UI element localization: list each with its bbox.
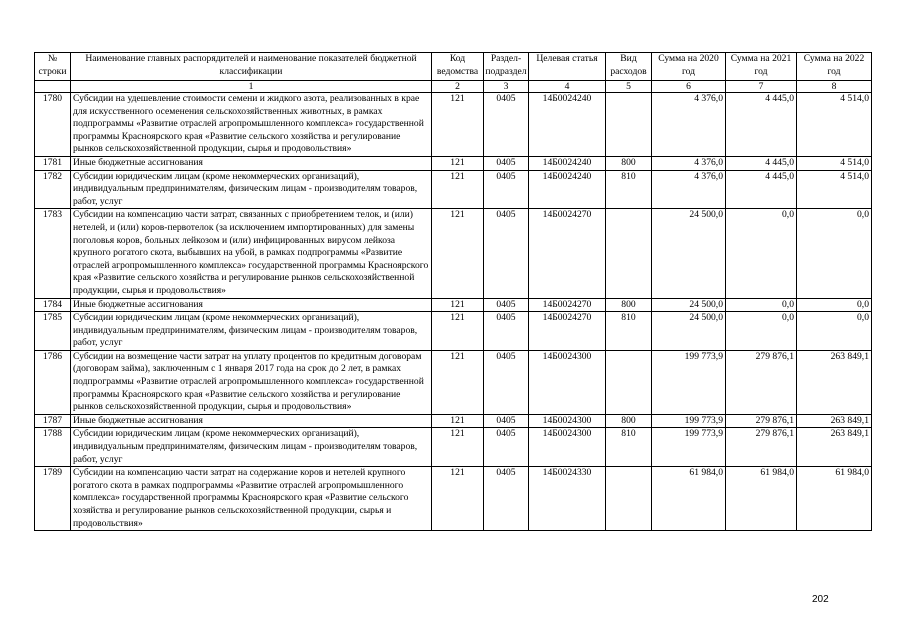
row-dept-code: 121 — [432, 170, 484, 209]
row-sum-2022: 0,0 — [797, 209, 872, 298]
table-row — [35, 467, 872, 531]
header-row — [35, 53, 872, 81]
row-sum-2021: 279 876,1 — [726, 428, 797, 467]
row-number: 1784 — [35, 298, 71, 312]
row-expense-type — [606, 209, 652, 298]
row-sum-2020: 61 984,0 — [652, 467, 726, 531]
row-number: 1782 — [35, 170, 71, 209]
row-sum-2020: 199 773,9 — [652, 350, 726, 414]
column-number: 5 — [606, 81, 652, 93]
row-name: Иные бюджетные ассигнования — [71, 156, 432, 170]
header-sum-2020: Сумма на 2020 год — [652, 53, 726, 81]
row-target: 14Б0024300 — [529, 350, 606, 414]
row-dept-code: 121 — [432, 209, 484, 298]
row-number: 1781 — [35, 156, 71, 170]
row-target: 14Б0024240 — [529, 93, 606, 157]
row-number: 1787 — [35, 414, 71, 428]
row-sum-2020: 24 500,0 — [652, 298, 726, 312]
row-sum-2021: 4 445,0 — [726, 93, 797, 157]
row-name: Субсидии на возмещение части затрат на уплату процентов по кредитным договорам (договорам займа), заключенным с 1 января 2017 года на срок до 2 лет, в рамках подпрограммы «Развитие отраслей агропромышленного комплекса» государственной программы Красноярского края «Развитие сельского хозяйства и регулирование рынков сельскохозяйственной продукции, сырья и продовольствия» — [71, 350, 432, 414]
row-dept-code: 121 — [432, 350, 484, 414]
row-section: 0405 — [484, 170, 529, 209]
row-number: 1786 — [35, 350, 71, 414]
row-sum-2020: 4 376,0 — [652, 93, 726, 157]
row-dept-code: 121 — [432, 312, 484, 351]
row-sum-2020: 4 376,0 — [652, 170, 726, 209]
table-row — [35, 298, 872, 312]
column-number: 3 — [484, 81, 529, 93]
row-target: 14Б0024270 — [529, 312, 606, 351]
header-sum-2022: Сумма на 2022 год — [797, 53, 872, 81]
row-section: 0405 — [484, 93, 529, 157]
row-expense-type: 810 — [606, 312, 652, 351]
row-sum-2022: 0,0 — [797, 298, 872, 312]
column-number: 7 — [726, 81, 797, 93]
row-number: 1783 — [35, 209, 71, 298]
row-dept-code: 121 — [432, 93, 484, 157]
table-row — [35, 209, 872, 298]
row-target: 14Б0024270 — [529, 209, 606, 298]
row-sum-2022: 263 849,1 — [797, 428, 872, 467]
row-sum-2020: 4 376,0 — [652, 156, 726, 170]
row-expense-type: 800 — [606, 298, 652, 312]
table-body — [35, 93, 872, 531]
row-sum-2022: 4 514,0 — [797, 170, 872, 209]
column-number: 4 — [529, 81, 606, 93]
row-name: Иные бюджетные ассигнования — [71, 414, 432, 428]
row-expense-type: 800 — [606, 156, 652, 170]
table-row — [35, 312, 872, 351]
header-section: Раздел-подраздел — [484, 53, 529, 81]
row-sum-2022: 4 514,0 — [797, 156, 872, 170]
row-dept-code: 121 — [432, 298, 484, 312]
table-row — [35, 93, 872, 157]
table-row — [35, 414, 872, 428]
row-name: Субсидии на компенсацию части затрат, связанных с приобретением телок, и (или) нетелей, и (или) коров-первотелок (за исключением импортированных) для замены поголовья коров, больных лейкозом и (или) инфицированных вирусом лейкоза крупного рогатого скота, выбывших на убой, в рамках подпрограммы «Развитие отраслей агропромышленного комплекса» государственной программы Красноярского края «Развитие сельского хозяйства и регулирование рынков сельскохозяйственной продукции, сырья и продовольствия» — [71, 209, 432, 298]
row-name: Субсидии на компенсацию части затрат на содержание коров и нетелей крупного рогатого скота в рамках подпрограммы «Развитие отраслей агропромышленного комплекса» государственной программы Красноярского края «Развитие сельского хозяйства и регулирование рынков сельскохозяйственной продукции, сырья и продовольствия» — [71, 467, 432, 531]
row-sum-2021: 0,0 — [726, 312, 797, 351]
row-number: 1788 — [35, 428, 71, 467]
budget-table — [34, 52, 872, 531]
table-row — [35, 428, 872, 467]
row-target: 14Б0024240 — [529, 170, 606, 209]
row-expense-type: 810 — [606, 428, 652, 467]
row-sum-2020: 199 773,9 — [652, 414, 726, 428]
column-number — [35, 81, 71, 93]
header-name: Наименование главных распорядителей и наименование показателей бюджетной классификации — [71, 53, 432, 81]
row-section: 0405 — [484, 156, 529, 170]
row-sum-2020: 24 500,0 — [652, 312, 726, 351]
page-number: 202 — [812, 594, 829, 605]
row-section: 0405 — [484, 209, 529, 298]
row-name: Субсидии юридическим лицам (кроме некоммерческих организаций), индивидуальным предпринимателям, физическим лицам - производителям товаров, работ, услуг — [71, 428, 432, 467]
column-number: 6 — [652, 81, 726, 93]
row-section: 0405 — [484, 467, 529, 531]
row-sum-2021: 61 984,0 — [726, 467, 797, 531]
row-dept-code: 121 — [432, 428, 484, 467]
row-dept-code: 121 — [432, 467, 484, 531]
row-sum-2021: 279 876,1 — [726, 350, 797, 414]
row-number: 1789 — [35, 467, 71, 531]
row-section: 0405 — [484, 428, 529, 467]
header-type: Вид расходов — [606, 53, 652, 81]
row-sum-2022: 0,0 — [797, 312, 872, 351]
row-target: 14Б0024240 — [529, 156, 606, 170]
row-expense-type — [606, 350, 652, 414]
header-sum-2021: Сумма на 2021 год — [726, 53, 797, 81]
row-sum-2022: 4 514,0 — [797, 93, 872, 157]
row-dept-code: 121 — [432, 414, 484, 428]
table-row — [35, 350, 872, 414]
row-sum-2021: 0,0 — [726, 209, 797, 298]
row-target: 14Б0024270 — [529, 298, 606, 312]
row-expense-type: 810 — [606, 170, 652, 209]
row-name: Субсидии на удешевление стоимости семени и жидкого азота, реализованных в крае для искусственного осеменения сельскохозяйственных животных, в рамках подпрограммы «Развитие отраслей агропромышленного комплекса» государственной программы Красноярского края «Развитие сельского хозяйства и регулирование рынков сельскохозяйственной продукции, сырья и продовольствия» — [71, 93, 432, 157]
row-sum-2021: 0,0 — [726, 298, 797, 312]
row-name: Иные бюджетные ассигнования — [71, 298, 432, 312]
row-sum-2021: 4 445,0 — [726, 170, 797, 209]
table-row — [35, 170, 872, 209]
row-section: 0405 — [484, 312, 529, 351]
header-target: Целевая статья — [529, 53, 606, 81]
row-sum-2021: 4 445,0 — [726, 156, 797, 170]
row-sum-2020: 24 500,0 — [652, 209, 726, 298]
row-dept-code: 121 — [432, 156, 484, 170]
row-name: Субсидии юридическим лицам (кроме некоммерческих организаций), индивидуальным предпринимателям, физическим лицам - производителям товаров, работ, услуг — [71, 170, 432, 209]
row-section: 0405 — [484, 414, 529, 428]
column-number: 2 — [432, 81, 484, 93]
row-section: 0405 — [484, 298, 529, 312]
row-name: Субсидии юридическим лицам (кроме некоммерческих организаций), индивидуальным предпринимателям, физическим лицам - производителям товаров, работ, услуг — [71, 312, 432, 351]
row-sum-2022: 61 984,0 — [797, 467, 872, 531]
header-dept: Код ведомства — [432, 53, 484, 81]
header-row-no: № строки — [35, 53, 71, 81]
row-sum-2020: 199 773,9 — [652, 428, 726, 467]
row-section: 0405 — [484, 350, 529, 414]
column-number-row — [35, 81, 872, 93]
row-expense-type: 800 — [606, 414, 652, 428]
row-target: 14Б0024330 — [529, 467, 606, 531]
row-target: 14Б0024300 — [529, 428, 606, 467]
row-sum-2022: 263 849,1 — [797, 414, 872, 428]
row-number: 1785 — [35, 312, 71, 351]
table-row — [35, 156, 872, 170]
column-number: 8 — [797, 81, 872, 93]
row-sum-2021: 279 876,1 — [726, 414, 797, 428]
row-number: 1780 — [35, 93, 71, 157]
column-number: 1 — [71, 81, 432, 93]
row-target: 14Б0024300 — [529, 414, 606, 428]
row-expense-type — [606, 467, 652, 531]
row-sum-2022: 263 849,1 — [797, 350, 872, 414]
row-expense-type — [606, 93, 652, 157]
